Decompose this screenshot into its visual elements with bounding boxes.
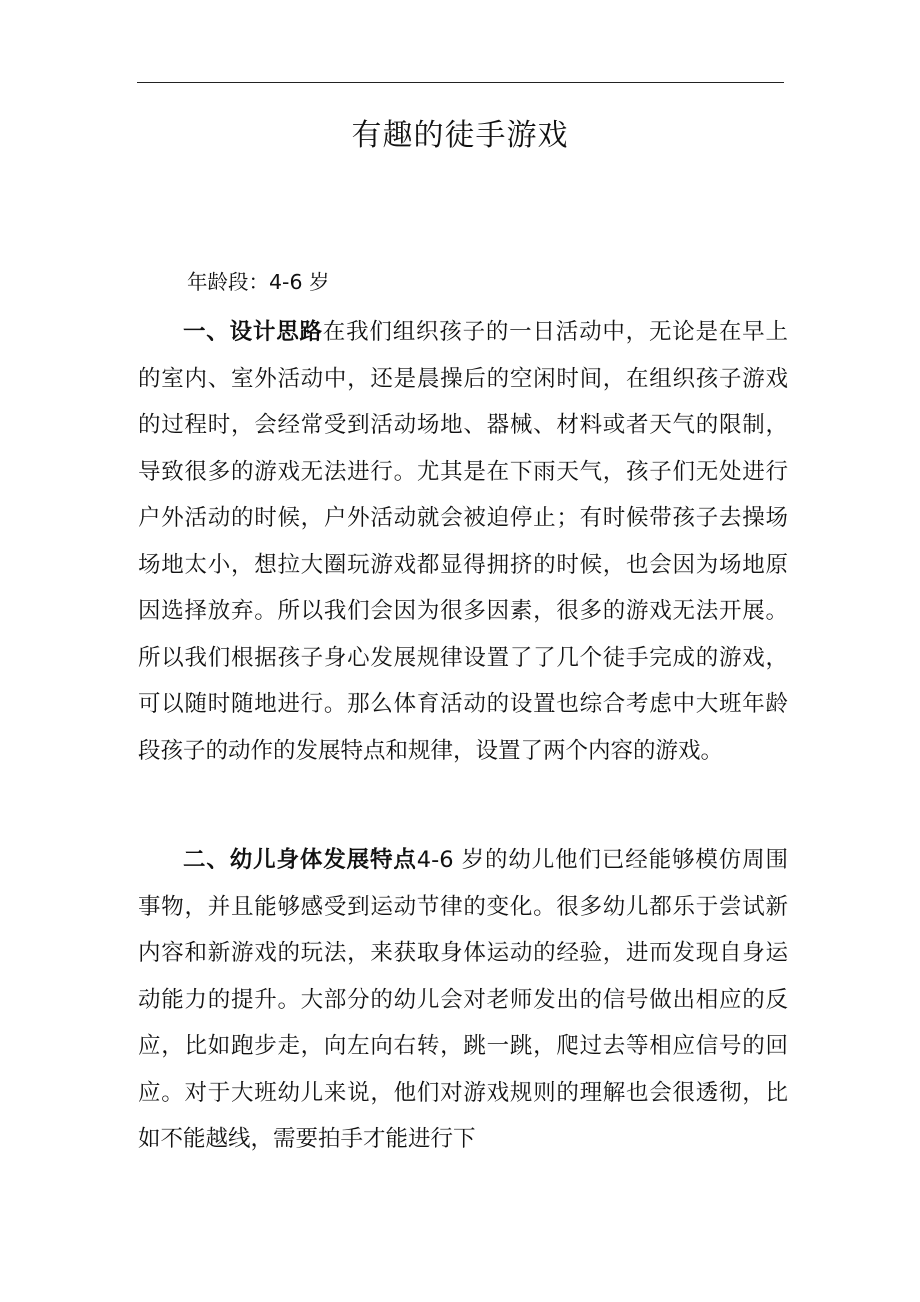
section-body: 4-6 岁的幼儿他们已经能够模仿周围事物，并且能够感受到运动节律的变化。很多幼儿都乐于尝试新内容和新游戏的玩法，来获取身体运动的经验，进而发现自身运动能力的提升。大部分的幼儿会对老师发出的信号做出相应的反应，比如跑步走，向左向右转，跳一跳，爬过去等相应信号的回应。对于大班幼儿来说，他们对游戏规则的理解也会很透彻，比如不能越线，需要拍手才能进行下 — [138, 847, 788, 1152]
document-title: 有趣的徒手游戏 — [351, 118, 569, 153]
section-heading: 二、幼儿身体发展特点 — [183, 847, 417, 873]
section-heading: 一、设计思路 — [183, 319, 323, 345]
age-range-line: 年龄段：4-6 岁 — [187, 270, 330, 294]
section-body: 在我们组织孩子的一日活动中，无论是在早上的室内、室外活动中，还是晨操后的空闲时间，在组织孩子游戏的过程时，会经常受到活动场地、器械、材料或者天气的限制，导致很多的游戏无法进行。尤其是在下雨天气，孩子们无处进行户外活动的时候，户外活动就会被迫停止；有时候带孩子去操场场地太小，想拉大圈玩游戏都显得拥挤的时候，也会因为场地原因选择放弃。所以我们会因为很多因素，很多的游戏无法开展。所以我们根据孩子身心发展规律设置了了几个徒手完成的游戏，可以随时随地进行。那么体育活动的设置也综合考虑中大班年龄段孩子的动作的发展特点和规律，设置了两个内容的游戏。 — [138, 319, 788, 764]
section-design-idea — [138, 309, 788, 774]
section-child-development — [138, 837, 788, 1163]
header-rule — [137, 82, 784, 83]
